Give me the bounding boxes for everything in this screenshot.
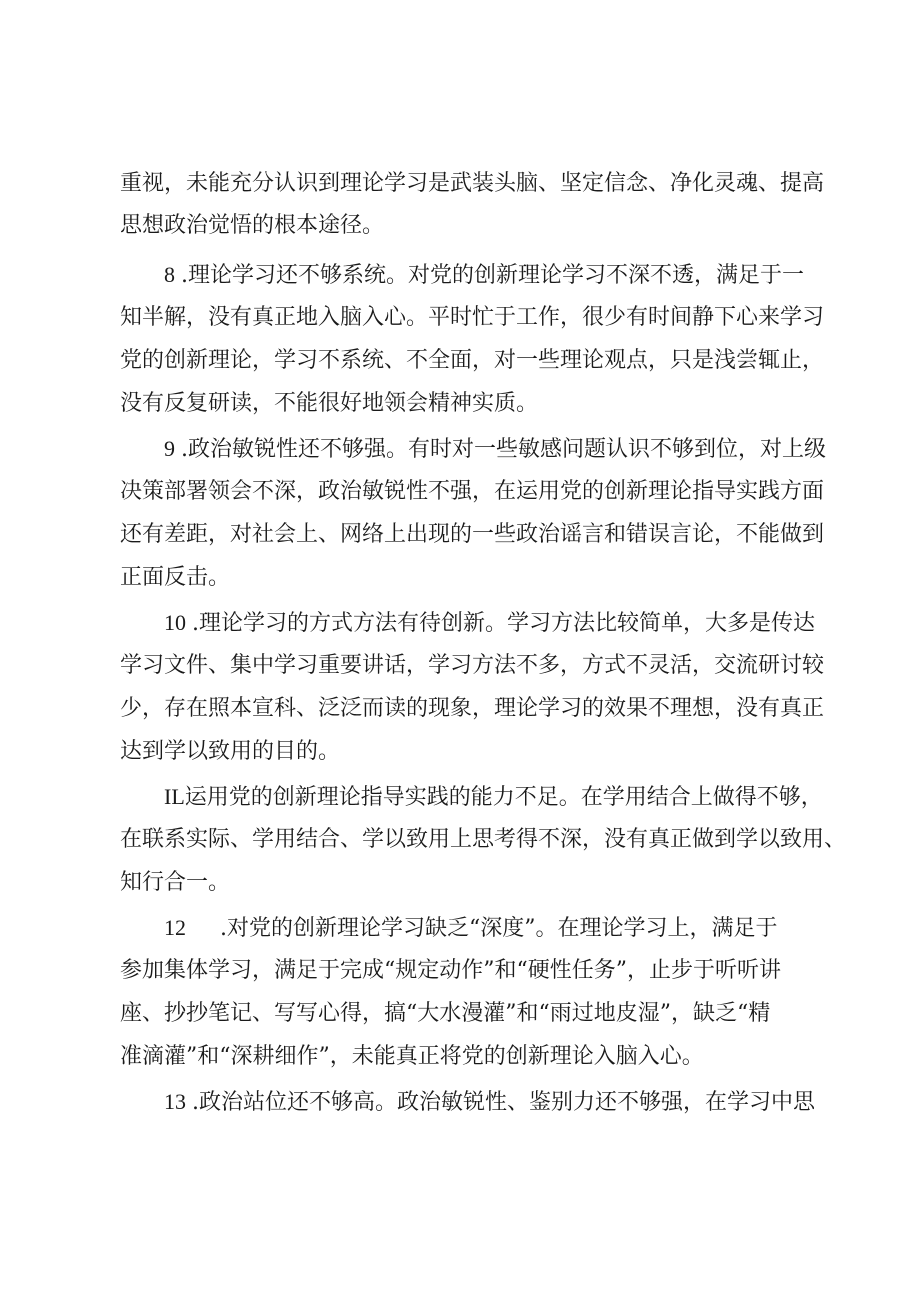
- paragraph-line: 没有反复研读，不能很好地领会精神实质。: [120, 391, 539, 416]
- list-item-9-first-line: [164, 429, 826, 469]
- item-text: .政治敏锐性还不够强。有时对一些敏感问题认识不够到位，对上级: [181, 437, 826, 462]
- paragraph-line: 思想政治觉悟的根本途径。: [120, 213, 385, 238]
- item-number: 10: [164, 610, 186, 635]
- paragraph-line: 党的创新理论，学习不系统、不全面，对一些理论观点，只是浅尝辄止，: [120, 348, 825, 373]
- item-text: .理论学习还不够系统。对党的创新理论学习不深不透，满足于一: [181, 263, 804, 288]
- item-text: .政治站位还不够高。政治敏锐性、鉴别力还不够强，在学习中思: [192, 1090, 815, 1115]
- list-item-12-first-line: [164, 908, 778, 948]
- paragraph-line: 座、抄抄笔记、写写心得，搞“大水漫灌”和“雨过地皮湿”，缺乏“精: [120, 1001, 771, 1026]
- paragraph-line: 还有差距，对社会上、网络上出现的一些政治谣言和错误言论，不能做到: [120, 522, 825, 547]
- item-number: IL: [164, 784, 185, 809]
- item-number: 9: [164, 436, 175, 461]
- item-number: 8: [164, 262, 175, 287]
- list-item-8-first-line: [164, 255, 804, 295]
- paragraph-line: 达到学以致用的目的。: [120, 739, 341, 764]
- paragraph-line: 正面反击。: [120, 565, 231, 590]
- paragraph-line: 准滴灌”和“深耕细作”，未能真正将党的创新理论入脑入心。: [120, 1044, 704, 1069]
- paragraph-line: 重视，未能充分认识到理论学习是武装头脑、坚定信念、净化灵魂、提高: [120, 171, 825, 196]
- list-item-11-first-line: [164, 777, 823, 817]
- item-number: 13: [164, 1089, 186, 1114]
- paragraph-line: 参加集体学习，满足于完成“规定动作”和“硬性任务”，止步于听听讲: [120, 958, 781, 983]
- item-text: .对党的创新理论学习缺乏“深度”。在理论学习上，满足于: [220, 916, 778, 941]
- paragraph-line: 少，存在照本宣科、泛泛而读的现象，理论学习的效果不理想，没有真正: [120, 696, 825, 721]
- paragraph-line: 学习文件、集中学习重要讲话，学习方法不多，方式不灵活，交流研讨较: [120, 653, 825, 678]
- item-text: 运用党的创新理论指导实践的能力不足。在学用结合上做得不够，: [184, 785, 823, 810]
- item-text: .理论学习的方式方法有待创新。学习方法比较简单，大多是传达: [192, 611, 815, 636]
- paragraph-line: 决策部署领会不深，政治敏锐性不强，在运用党的创新理论指导实践方面: [120, 479, 825, 504]
- list-item-13-first-line: [164, 1082, 815, 1122]
- paragraph-line: 知行合一。: [120, 870, 231, 895]
- item-number: 12: [164, 915, 186, 940]
- paragraph-line: 在联系实际、学用结合、学以致用上思考得不深，没有真正做到学以致用、: [120, 827, 847, 852]
- list-item-10-first-line: [164, 603, 815, 643]
- paragraph-line: 知半解，没有真正地入脑入心。平时忙于工作，很少有时间静下心来学习: [120, 305, 825, 330]
